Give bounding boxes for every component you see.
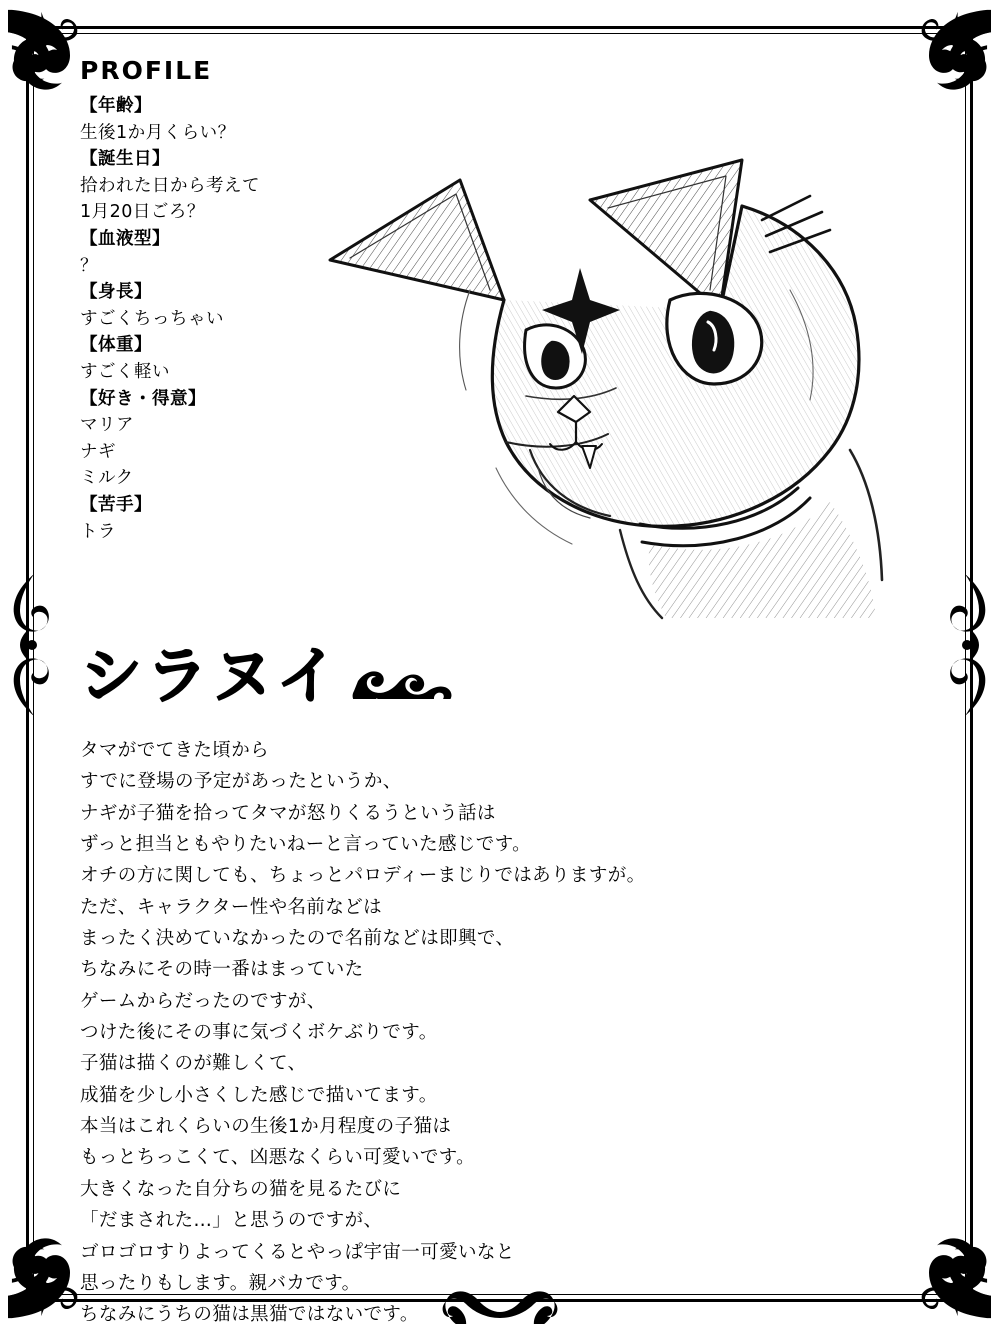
profile-row xyxy=(80,439,380,466)
title-flourish-ornament xyxy=(352,659,502,699)
profile-label: 【年齢】 xyxy=(80,96,152,116)
profile-value: ？ xyxy=(80,255,98,276)
profile-row xyxy=(80,93,380,120)
commentary-line: 成猫を少し小さくした感じで描いてます。 xyxy=(80,1084,438,1106)
profile-label: 【苦手】 xyxy=(80,494,152,515)
commentary-line: 「だまされた…」と思うのですが、 xyxy=(80,1210,383,1232)
profile-value: ミルク xyxy=(80,468,134,489)
page-title: PROFILE xyxy=(80,56,213,85)
side-ornament-left xyxy=(8,570,60,720)
commentary-text xyxy=(80,735,930,1328)
commentary-line: ナギが子猫を拾ってタマが怒りくるうという話は xyxy=(80,802,496,824)
profile-label: 【体重】 xyxy=(80,335,152,356)
commentary-line: ただ、キャラクター性や名前などは xyxy=(80,896,383,918)
commentary-line: タマがでてきた頃から xyxy=(80,740,270,761)
commentary-line: もっとちっこくて、凶悪なくらい可愛いです。 xyxy=(80,1147,476,1169)
profile-row xyxy=(80,332,380,359)
commentary-line: オチの方に関しても、ちょっとパロディーまじりではありますが。 xyxy=(80,865,646,887)
commentary-line: ちなみにその時一番はまっていた xyxy=(80,959,364,981)
profile-row xyxy=(80,120,380,147)
commentary-line: ちなみにうちの猫は黒猫ではないです。 xyxy=(80,1304,419,1326)
profile-row xyxy=(80,146,380,173)
profile-value: 1月20日ごろ？ xyxy=(80,202,205,223)
profile-value: すごく軽い xyxy=(80,361,170,382)
commentary-line: ずっと担当ともやりたいねーと言っていた感じです。 xyxy=(80,834,532,856)
profile-list xyxy=(80,93,380,545)
commentary-line: 思ったりもします。親バカです。 xyxy=(80,1272,361,1294)
profile-row xyxy=(80,173,380,200)
profile-row xyxy=(80,226,380,253)
profile-row xyxy=(80,306,380,333)
profile-row xyxy=(80,359,380,386)
profile-row xyxy=(80,465,380,492)
profile-row xyxy=(80,519,380,546)
profile-row xyxy=(80,253,380,280)
profile-value: 生後1か月くらい？ xyxy=(80,122,236,143)
profile-value: ナギ xyxy=(80,441,116,462)
profile-section xyxy=(80,56,920,545)
profile-row xyxy=(80,279,380,306)
commentary-line: ゲームからだったのですが、 xyxy=(80,990,326,1012)
profile-row xyxy=(80,412,380,439)
commentary-line: 本当はこれくらいの生後1か月程度の子猫は xyxy=(80,1116,452,1138)
profile-label: 【血液型】 xyxy=(80,228,170,249)
profile-value: マリア xyxy=(80,415,134,436)
commentary-line: まったく決めていなかったので名前などは即興で、 xyxy=(80,928,515,950)
commentary-line: 大きくなった自分ちの猫を見るたびに xyxy=(80,1178,402,1200)
profile-label: 【身長】 xyxy=(80,282,152,303)
commentary-line: すでに登場の予定があったというか、 xyxy=(80,771,402,793)
profile-label: 【好き・得意】 xyxy=(80,388,206,409)
profile-row xyxy=(80,386,380,413)
commentary-line: ゴロゴロすりよってくるとやっぱ宇宙一可愛いなと xyxy=(80,1241,515,1263)
profile-value: トラ xyxy=(80,521,116,542)
character-name: シラヌイ xyxy=(80,639,343,712)
profile-row xyxy=(80,199,380,226)
character-name-row xyxy=(80,639,920,712)
profile-value: 拾われた日から考えて xyxy=(80,175,260,196)
profile-label: 【誕生日】 xyxy=(80,149,170,170)
commentary-line: つけた後にその事に気づくボケぶりです。 xyxy=(80,1022,438,1044)
commentary-line: 子猫は描くのが難しくて、 xyxy=(80,1053,307,1075)
profile-value: すごくちっちゃい xyxy=(80,308,224,329)
profile-row xyxy=(80,492,380,519)
side-ornament-right xyxy=(939,570,991,720)
